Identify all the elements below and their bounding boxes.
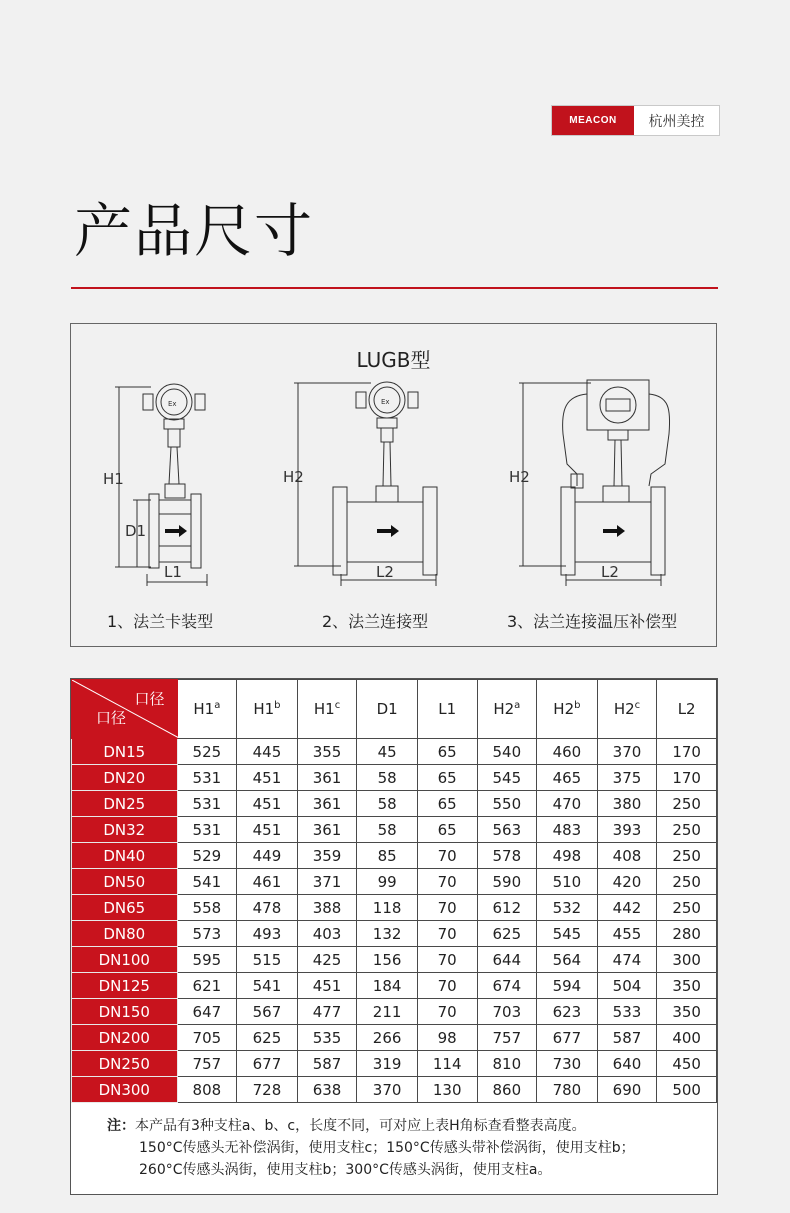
table-cell: 674 bbox=[477, 973, 537, 999]
table-cell: 420 bbox=[597, 869, 657, 895]
table-cell: 525 bbox=[177, 739, 237, 765]
row-size-label: DN300 bbox=[72, 1077, 178, 1103]
table-cell: 132 bbox=[357, 921, 418, 947]
note-label: 注： bbox=[107, 1118, 135, 1134]
row-size-label: DN150 bbox=[72, 999, 178, 1025]
table-cell: 563 bbox=[477, 817, 537, 843]
column-header-label: L1 bbox=[438, 700, 457, 718]
table-cell: 478 bbox=[237, 895, 298, 921]
table-cell: 361 bbox=[297, 765, 357, 791]
table-cell: 451 bbox=[237, 817, 298, 843]
title-divider bbox=[71, 287, 718, 289]
table-cell: 465 bbox=[537, 765, 598, 791]
label-l1: L1 bbox=[164, 563, 182, 581]
table-cell: 184 bbox=[357, 973, 418, 999]
table-cell: 810 bbox=[477, 1051, 537, 1077]
column-header-label: H2 bbox=[493, 700, 515, 718]
table-note bbox=[107, 1115, 635, 1181]
ex-mark-1: Ex bbox=[168, 400, 177, 408]
table-cell: 70 bbox=[417, 947, 477, 973]
table-row bbox=[72, 895, 717, 921]
flow-arrow-2 bbox=[377, 525, 399, 537]
table-cell: 531 bbox=[177, 791, 237, 817]
column-header bbox=[657, 680, 717, 739]
column-header bbox=[177, 680, 237, 739]
table-cell: 388 bbox=[297, 895, 357, 921]
dimension-table bbox=[71, 679, 717, 1103]
table-cell: 640 bbox=[597, 1051, 657, 1077]
column-header-label: H2 bbox=[613, 700, 635, 718]
table-cell: 860 bbox=[477, 1077, 537, 1103]
table-cell: 98 bbox=[417, 1025, 477, 1051]
table-cell: 449 bbox=[237, 843, 298, 869]
table-cell: 550 bbox=[477, 791, 537, 817]
table-cell: 730 bbox=[537, 1051, 598, 1077]
table-cell: 500 bbox=[657, 1077, 717, 1103]
label-d1: D1 bbox=[125, 522, 147, 540]
note-line-3: 260°C传感头涡街，使用支柱b；300°C传感头涡街，使用支柱a。 bbox=[139, 1162, 552, 1178]
table-cell: 266 bbox=[357, 1025, 418, 1051]
table-cell: 319 bbox=[357, 1051, 418, 1077]
table-cell: 621 bbox=[177, 973, 237, 999]
column-header-superscript: b bbox=[574, 700, 581, 711]
table-cell: 541 bbox=[177, 869, 237, 895]
table-cell: 361 bbox=[297, 791, 357, 817]
table-cell: 647 bbox=[177, 999, 237, 1025]
column-header bbox=[597, 680, 657, 739]
brand-logo bbox=[551, 105, 720, 136]
table-cell: 531 bbox=[177, 765, 237, 791]
table-cell: 170 bbox=[657, 739, 717, 765]
table-cell: 573 bbox=[177, 921, 237, 947]
table-cell: 705 bbox=[177, 1025, 237, 1051]
table-cell: 587 bbox=[597, 1025, 657, 1051]
table-cell: 130 bbox=[417, 1077, 477, 1103]
caption-flange-type: 2、法兰连接型 bbox=[322, 612, 429, 631]
drawing-compensated-type bbox=[519, 380, 670, 586]
table-cell: 408 bbox=[597, 843, 657, 869]
table-cell: 532 bbox=[537, 895, 598, 921]
column-header-superscript: c bbox=[634, 700, 641, 711]
table-row bbox=[72, 1025, 717, 1051]
row-size-label: DN25 bbox=[72, 791, 178, 817]
table-cell: 493 bbox=[237, 921, 298, 947]
table-cell: 70 bbox=[417, 921, 477, 947]
label-l2-a: L2 bbox=[376, 563, 394, 581]
row-size-label: DN80 bbox=[72, 921, 178, 947]
dimension-table-panel bbox=[70, 678, 718, 1195]
table-cell: 370 bbox=[597, 739, 657, 765]
table-cell: 504 bbox=[597, 973, 657, 999]
column-header-superscript: a bbox=[214, 700, 221, 711]
column-header bbox=[357, 680, 418, 739]
table-cell: 45 bbox=[357, 739, 418, 765]
column-header-label: L2 bbox=[677, 700, 696, 718]
table-cell: 350 bbox=[657, 973, 717, 999]
table-cell: 757 bbox=[477, 1025, 537, 1051]
row-size-label: DN65 bbox=[72, 895, 178, 921]
table-row bbox=[72, 1051, 717, 1077]
table-cell: 451 bbox=[297, 973, 357, 999]
table-cell: 451 bbox=[237, 765, 298, 791]
table-cell: 361 bbox=[297, 817, 357, 843]
table-cell: 70 bbox=[417, 973, 477, 999]
table-cell: 625 bbox=[477, 921, 537, 947]
table-cell: 425 bbox=[297, 947, 357, 973]
table-row bbox=[72, 817, 717, 843]
column-header-label: H2 bbox=[553, 700, 575, 718]
table-cell: 545 bbox=[537, 921, 598, 947]
row-size-label: DN32 bbox=[72, 817, 178, 843]
row-size-label: DN20 bbox=[72, 765, 178, 791]
row-size-label: DN40 bbox=[72, 843, 178, 869]
table-cell: 638 bbox=[297, 1077, 357, 1103]
diagram-title: LUGB型 bbox=[356, 348, 431, 372]
column-header-label: H1 bbox=[313, 700, 335, 718]
table-cell: 450 bbox=[657, 1051, 717, 1077]
table-row bbox=[72, 947, 717, 973]
table-cell: 780 bbox=[537, 1077, 598, 1103]
note-line-1: 本产品有3种支柱a、b、c，长度不同，可对应上表H角标查看整表高度。 bbox=[135, 1118, 586, 1134]
table-cell: 558 bbox=[177, 895, 237, 921]
caption-compensated-type: 3、法兰连接温压补偿型 bbox=[507, 612, 678, 631]
ex-mark-2: Ex bbox=[381, 398, 390, 406]
table-cell: 65 bbox=[417, 739, 477, 765]
table-cell: 564 bbox=[537, 947, 598, 973]
table-cell: 515 bbox=[237, 947, 298, 973]
table-cell: 300 bbox=[657, 947, 717, 973]
table-cell: 70 bbox=[417, 869, 477, 895]
corner-label-top: 口径 bbox=[134, 690, 165, 708]
table-cell: 70 bbox=[417, 843, 477, 869]
caption-clamp-type: 1、法兰卡装型 bbox=[107, 612, 214, 631]
row-size-label: DN125 bbox=[72, 973, 178, 999]
table-cell: 677 bbox=[537, 1025, 598, 1051]
column-header-label: H1 bbox=[253, 700, 275, 718]
table-cell: 118 bbox=[357, 895, 418, 921]
table-cell: 65 bbox=[417, 817, 477, 843]
table-cell: 529 bbox=[177, 843, 237, 869]
table-cell: 250 bbox=[657, 895, 717, 921]
table-cell: 541 bbox=[237, 973, 298, 999]
table-cell: 531 bbox=[177, 817, 237, 843]
drawing-clamp-type bbox=[115, 384, 207, 586]
table-cell: 498 bbox=[537, 843, 598, 869]
table-cell: 65 bbox=[417, 791, 477, 817]
label-h2-a: H2 bbox=[283, 468, 304, 486]
table-cell: 370 bbox=[357, 1077, 418, 1103]
row-size-label: DN250 bbox=[72, 1051, 178, 1077]
table-cell: 445 bbox=[237, 739, 298, 765]
table-cell: 393 bbox=[597, 817, 657, 843]
table-cell: 58 bbox=[357, 791, 418, 817]
table-cell: 211 bbox=[357, 999, 418, 1025]
table-cell: 85 bbox=[357, 843, 418, 869]
table-cell: 65 bbox=[417, 765, 477, 791]
table-cell: 474 bbox=[597, 947, 657, 973]
table-row bbox=[72, 869, 717, 895]
table-cell: 58 bbox=[357, 765, 418, 791]
table-cell: 380 bbox=[597, 791, 657, 817]
label-h2-b: H2 bbox=[509, 468, 530, 486]
column-header-superscript: c bbox=[334, 700, 341, 711]
table-row bbox=[72, 739, 717, 765]
table-corner-header bbox=[72, 680, 178, 739]
column-header-label: H1 bbox=[193, 700, 215, 718]
table-header-row bbox=[72, 680, 717, 739]
column-header-superscript: a bbox=[514, 700, 521, 711]
column-header bbox=[537, 680, 598, 739]
table-cell: 533 bbox=[597, 999, 657, 1025]
table-row bbox=[72, 843, 717, 869]
table-cell: 250 bbox=[657, 843, 717, 869]
page-title: 产品尺寸 bbox=[74, 197, 315, 265]
column-header bbox=[417, 680, 477, 739]
table-cell: 625 bbox=[237, 1025, 298, 1051]
table-cell: 250 bbox=[657, 791, 717, 817]
table-cell: 545 bbox=[477, 765, 537, 791]
table-cell: 58 bbox=[357, 817, 418, 843]
flow-arrow-3 bbox=[603, 525, 625, 537]
table-cell: 156 bbox=[357, 947, 418, 973]
table-cell: 350 bbox=[657, 999, 717, 1025]
table-cell: 170 bbox=[657, 765, 717, 791]
table-cell: 470 bbox=[537, 791, 598, 817]
table-cell: 70 bbox=[417, 999, 477, 1025]
drawing-flange-type bbox=[294, 382, 437, 586]
table-row bbox=[72, 765, 717, 791]
table-cell: 590 bbox=[477, 869, 537, 895]
label-l2-b: L2 bbox=[601, 563, 619, 581]
table-cell: 595 bbox=[177, 947, 237, 973]
column-header bbox=[297, 680, 357, 739]
flowmeter-drawings bbox=[71, 324, 716, 646]
table-row bbox=[72, 921, 717, 947]
table-cell: 280 bbox=[657, 921, 717, 947]
table-cell: 540 bbox=[477, 739, 537, 765]
table-row bbox=[72, 973, 717, 999]
table-cell: 594 bbox=[537, 973, 598, 999]
table-cell: 690 bbox=[597, 1077, 657, 1103]
table-cell: 612 bbox=[477, 895, 537, 921]
note-line-2: 150°C传感头无补偿涡街，使用支柱c；150°C传感头带补偿涡街，使用支柱b； bbox=[139, 1140, 635, 1156]
table-cell: 359 bbox=[297, 843, 357, 869]
table-cell: 250 bbox=[657, 869, 717, 895]
table-cell: 578 bbox=[477, 843, 537, 869]
flow-arrow-1 bbox=[165, 525, 187, 537]
column-header-superscript: b bbox=[274, 700, 281, 711]
table-cell: 99 bbox=[357, 869, 418, 895]
row-size-label: DN15 bbox=[72, 739, 178, 765]
table-cell: 677 bbox=[237, 1051, 298, 1077]
table-cell: 757 bbox=[177, 1051, 237, 1077]
table-cell: 644 bbox=[477, 947, 537, 973]
dimension-diagram-panel bbox=[70, 323, 717, 647]
table-cell: 808 bbox=[177, 1077, 237, 1103]
table-cell: 375 bbox=[597, 765, 657, 791]
table-cell: 535 bbox=[297, 1025, 357, 1051]
table-row bbox=[72, 791, 717, 817]
corner-label-bottom: 口径 bbox=[96, 709, 127, 727]
table-cell: 477 bbox=[297, 999, 357, 1025]
table-cell: 567 bbox=[237, 999, 298, 1025]
table-cell: 587 bbox=[297, 1051, 357, 1077]
column-header bbox=[477, 680, 537, 739]
table-row bbox=[72, 1077, 717, 1103]
table-cell: 703 bbox=[477, 999, 537, 1025]
table-cell: 510 bbox=[537, 869, 598, 895]
table-row bbox=[72, 999, 717, 1025]
table-cell: 400 bbox=[657, 1025, 717, 1051]
row-size-label: DN200 bbox=[72, 1025, 178, 1051]
table-cell: 114 bbox=[417, 1051, 477, 1077]
row-size-label: DN100 bbox=[72, 947, 178, 973]
row-size-label: DN50 bbox=[72, 869, 178, 895]
table-cell: 623 bbox=[537, 999, 598, 1025]
column-header-label: D1 bbox=[376, 700, 398, 718]
table-cell: 403 bbox=[297, 921, 357, 947]
column-header bbox=[237, 680, 298, 739]
label-h1: H1 bbox=[103, 470, 124, 488]
table-cell: 483 bbox=[537, 817, 598, 843]
table-cell: 371 bbox=[297, 869, 357, 895]
table-cell: 451 bbox=[237, 791, 298, 817]
table-cell: 461 bbox=[237, 869, 298, 895]
table-cell: 250 bbox=[657, 817, 717, 843]
table-cell: 70 bbox=[417, 895, 477, 921]
table-cell: 728 bbox=[237, 1077, 298, 1103]
logo-company-name: 杭州美控 bbox=[648, 113, 705, 130]
table-cell: 442 bbox=[597, 895, 657, 921]
logo-mark: MEACON bbox=[552, 106, 634, 135]
table-cell: 460 bbox=[537, 739, 598, 765]
table-cell: 355 bbox=[297, 739, 357, 765]
table-cell: 455 bbox=[597, 921, 657, 947]
